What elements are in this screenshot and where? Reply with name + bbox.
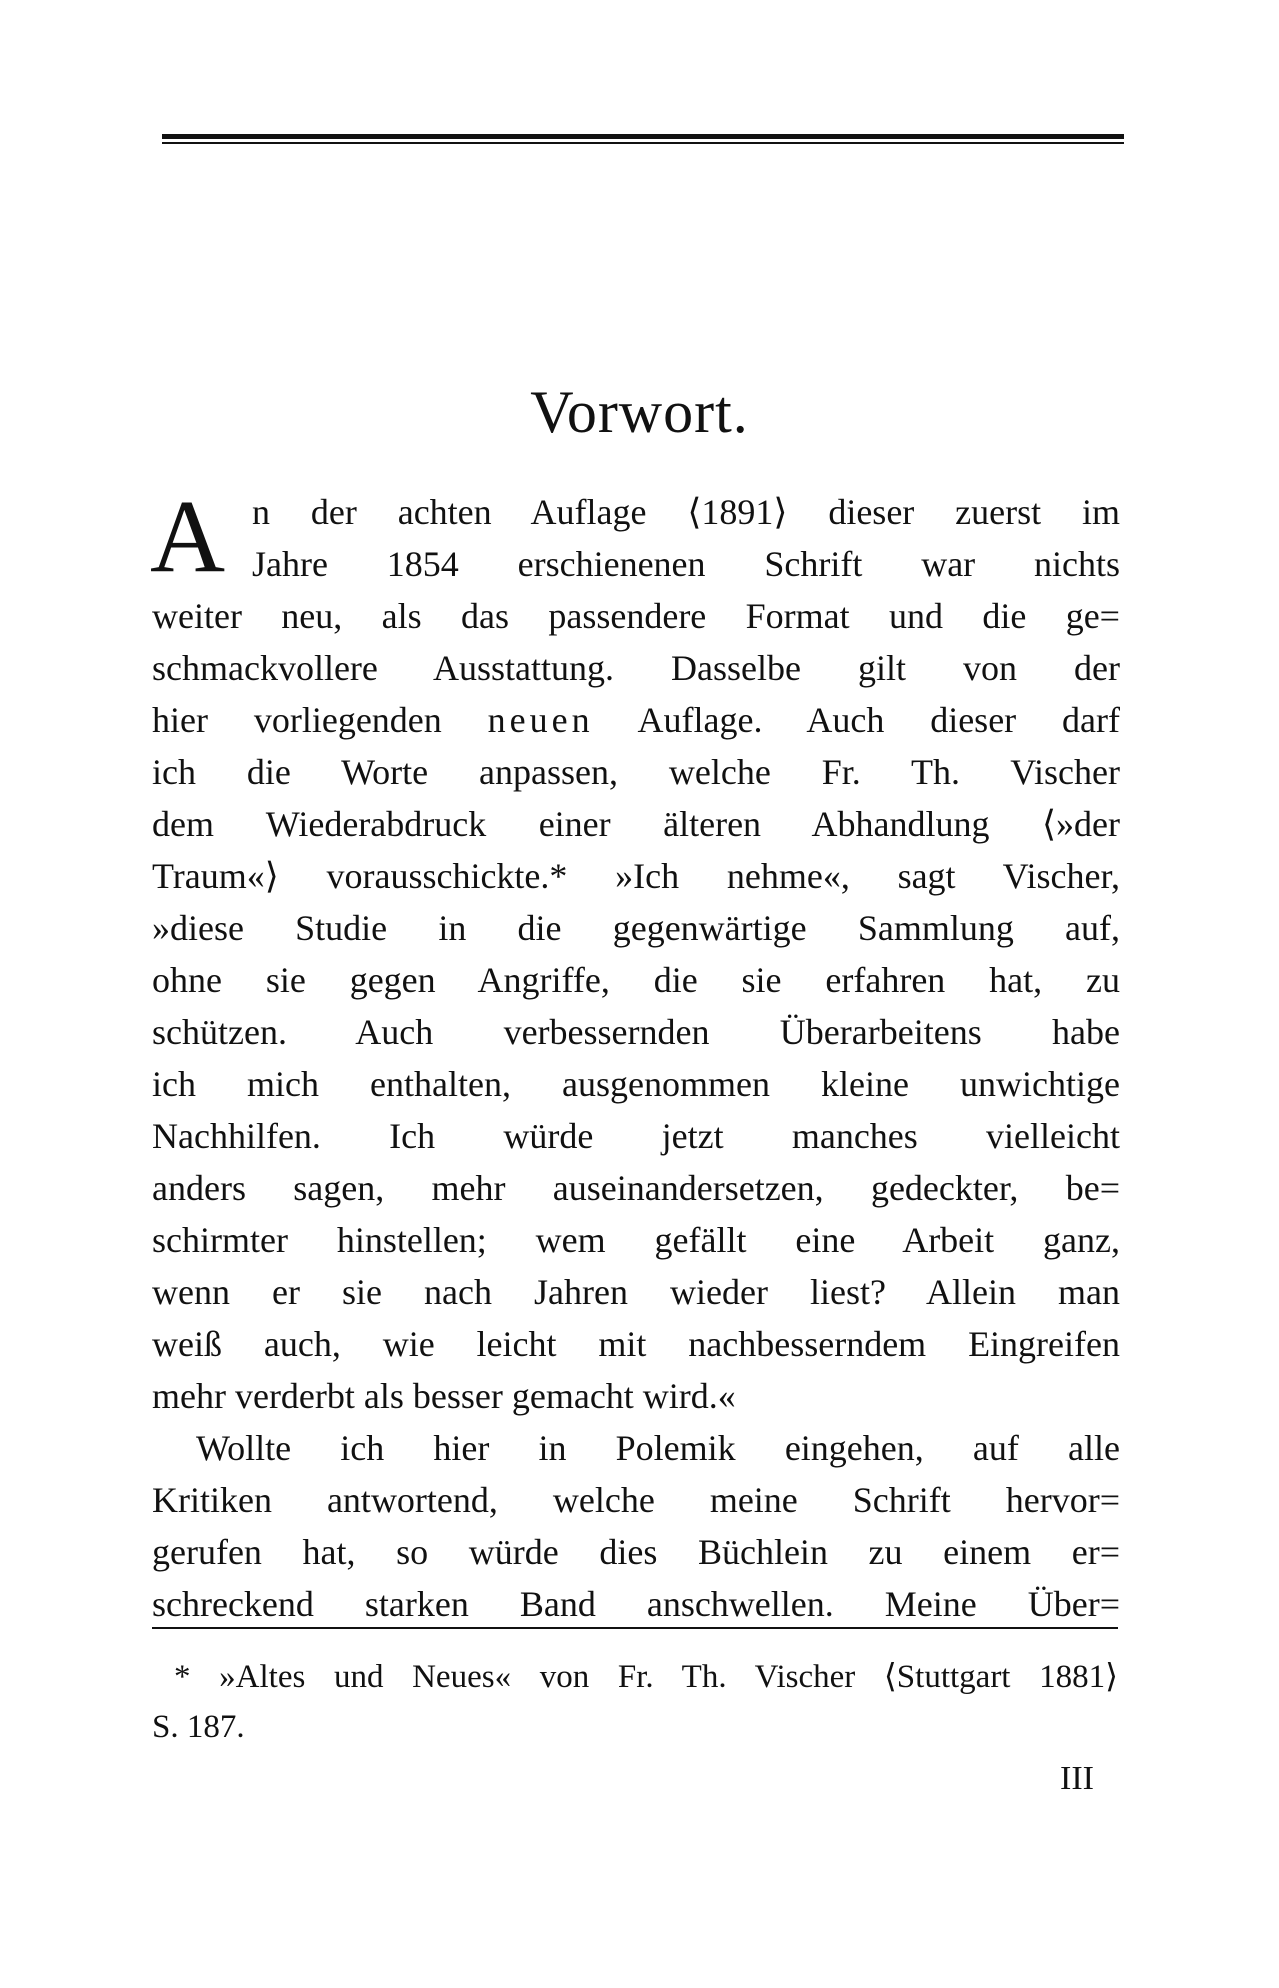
text-line: Traum«⟩ vorausschickte.* »Ich nehme«, sagt Vischer, — [152, 856, 1120, 896]
text-line: Jahre 1854 erschienenen Schrift war nichts — [252, 544, 1120, 584]
drop-cap: A — [150, 479, 226, 594]
text-line: Nachhilfen. Ich würde jetzt manches vielleicht — [152, 1116, 1120, 1156]
page-title: Vorwort. — [530, 379, 749, 445]
text-line: mehr verderbt als besser gemacht wird.« — [152, 1376, 736, 1416]
text-line: schmackvollere Ausstattung. Dasselbe gilt von der — [152, 648, 1120, 688]
text-line: Wollte ich hier in Polemik eingehen, auf alle — [196, 1428, 1120, 1468]
page-number: III — [1060, 1760, 1094, 1797]
text-line: Kritiken antwortend, welche meine Schrift hervor= — [152, 1480, 1120, 1520]
footnote-separator — [152, 1627, 1118, 1629]
text-line: weiter neu, als das passendere Format und die ge= — [152, 596, 1120, 636]
text-line: n der achten Auflage ⟨1891⟩ dieser zuerst im — [252, 492, 1120, 532]
text-line: wenn er sie nach Jahren wieder liest? Allein man — [152, 1272, 1120, 1312]
text-line: schirmter hinstellen; wem gefällt eine Arbeit ganz, — [152, 1220, 1120, 1260]
text-line: ich die Worte anpassen, welche Fr. Th. Vischer — [152, 752, 1120, 792]
text-line: ohne sie gegen Angriffe, die sie erfahren hat, zu — [152, 960, 1120, 1000]
text-line: weiß auch, wie leicht mit nachbesserndem Eingreifen — [152, 1324, 1120, 1364]
text-line: gerufen hat, so würde dies Büchlein zu einem er= — [152, 1532, 1120, 1572]
text-span: hier vorliegenden — [152, 700, 442, 740]
footnote-line: * »Altes und Neues« von Fr. Th. Vischer ⟨Stuttgart 1881⟩ — [174, 1659, 1118, 1695]
text-line: anders sagen, mehr auseinandersetzen, gedeckter, be= — [152, 1168, 1120, 1208]
footnote — [152, 1652, 1118, 1752]
text-span: Auflage. Auch dieser darf — [637, 700, 1120, 740]
emphasized-word: neuen — [487, 700, 594, 740]
text-line: »diese Studie in die gegenwärtige Sammlung auf, — [152, 908, 1120, 948]
text-line: schreckend starken Band anschwellen. Meine Über= — [152, 1584, 1120, 1624]
text-line — [152, 694, 1120, 746]
footnote-line: S. 187. — [152, 1709, 245, 1745]
top-double-rule — [162, 134, 1124, 144]
text-line: schützen. Auch verbessernden Überarbeitens habe — [152, 1012, 1120, 1052]
body-text — [150, 479, 1120, 1630]
text-line: dem Wiederabdruck einer älteren Abhandlung ⟨»der — [152, 804, 1120, 844]
text-line: ich mich enthalten, ausgenommen kleine unwichtige — [152, 1064, 1120, 1104]
